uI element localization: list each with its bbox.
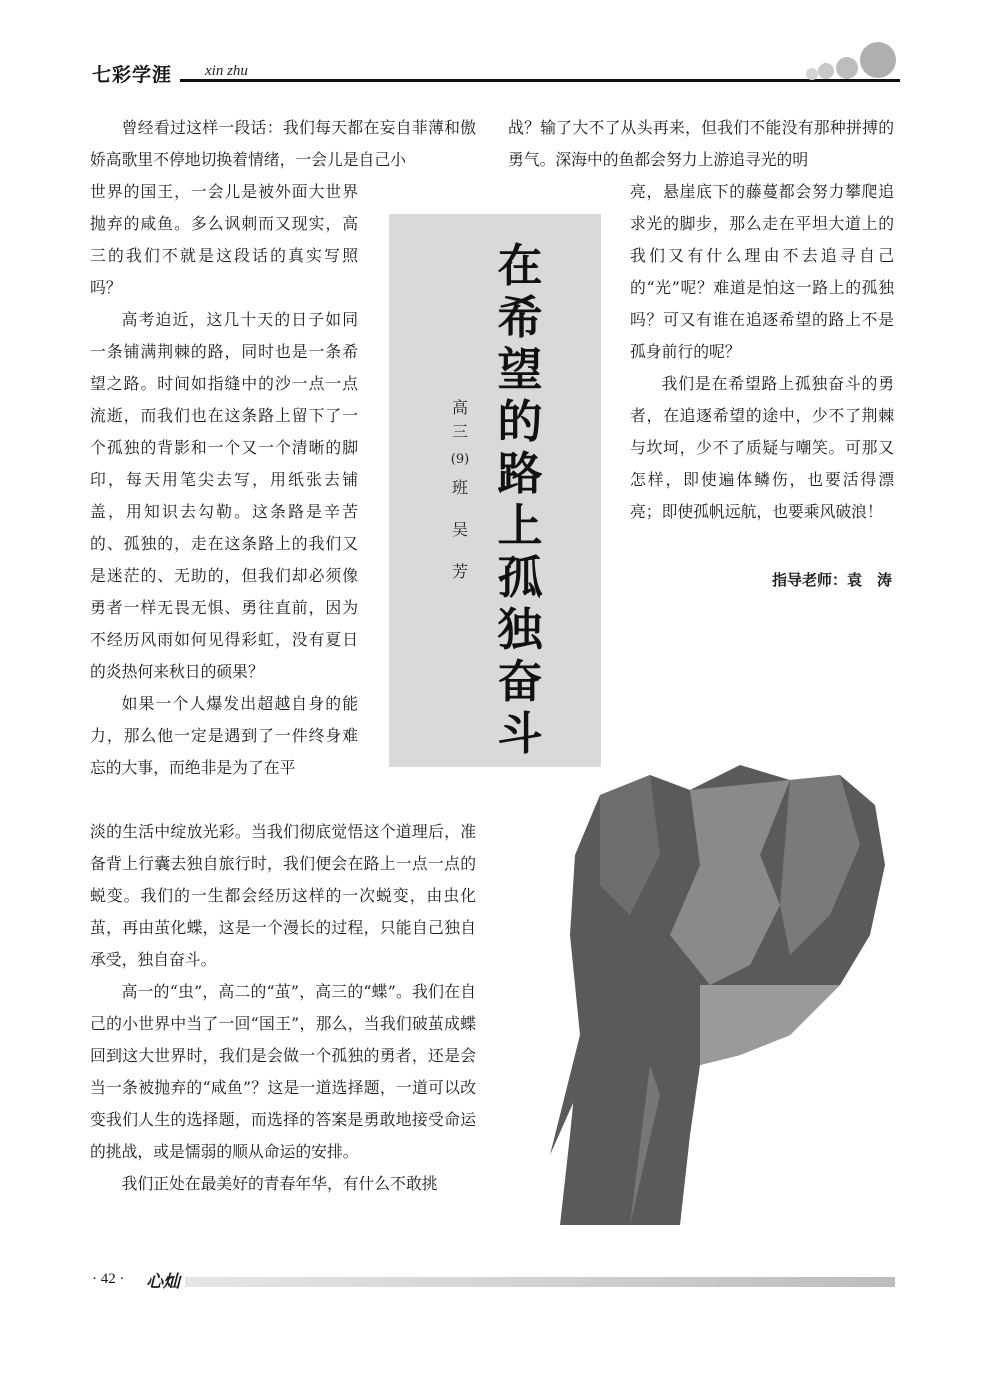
- author-byline: [447, 396, 473, 584]
- paragraph: 我们是在希望路上孤独奋斗的勇者，在追逐希望的途中，少不了荆棘与坎坷，少不了质疑与嘲笑。可那又怎样，即使遍体鳞伤，也要活得漂亮；即使孤帆远航，也要乘风破浪！: [630, 374, 894, 521]
- author-char: 芳: [451, 562, 468, 581]
- article-left-narrow: [90, 176, 358, 784]
- paragraph: 淡的生活中绽放光彩。当我们彻底觉悟这个道理后，准备背上行囊去独自旅行时，我们便会在路上一点一点的蜕变。我们的一生都会经历这样的一次蜕变，由虫化茧，再由茧化蝶，这是一个漫长的过程，只能自己独自承受，独自奋斗。: [90, 822, 476, 969]
- magazine-section-title: 七彩学涯: [92, 64, 173, 86]
- title-char: 奋: [497, 655, 543, 708]
- page-number: · 42 ·: [92, 1271, 125, 1287]
- paragraph: 高一的“虫”，高二的“茧”，高三的“蝶”。我们在自己的小世界中当了一回“国王”，那么，当我们破茧成蝶回到这大世界时，我们是会做一个孤独的勇者，还是会当一条被抛弃的“咸鱼”？这是一道选择题，一道可以改变我们人生的选择题，而选择的答案是勇敢地接受命运的挑战，或是懦弱的顺从命运的安排。: [90, 982, 476, 1161]
- title-char: 的: [497, 395, 543, 448]
- title-char: 路: [497, 447, 543, 500]
- paragraph: 高考迫近，这几十天的日子如同一条铺满荆棘的路，同时也是一条希望之路。时间如指缝中的沙一点一点流逝，而我们也在这条路上留下了一个孤独的背影和一个又一个清晰的脚印，每天用笔尖去写，用纸张去铺盖，用知识去勾勒。这条路是辛苦的、孤独的，走在这条路上的我们又是迷茫的、无助的，但我们却必须像勇者一样无畏无惧、勇往直前，因为不经历风雨如何见得彩虹，没有夏日的炎热何来秋日的硕果？: [90, 310, 358, 681]
- author-char: 高: [451, 398, 468, 417]
- paragraph: 亮，悬崖底下的藤蔓都会努力攀爬追求光的脚步，那么走在平坦大道上的我们又有什么理由不去追寻自己的“光”呢？难道是怕这一路上的孤独吗？可又有谁在追逐希望的路上不是孤身前行的呢？: [630, 182, 894, 361]
- title-char: 希: [497, 291, 543, 344]
- paragraph: 我们正处在最美好的青春年华，有什么不敢挑: [121, 1174, 438, 1193]
- author-char: (9): [450, 452, 470, 467]
- author-char: 吴: [451, 520, 468, 539]
- title-char: 斗: [497, 707, 543, 760]
- title-char: 独: [497, 603, 543, 656]
- title-char: 望: [497, 343, 543, 396]
- raised-fist-illustration: [540, 735, 890, 1225]
- title-char: 在: [497, 239, 543, 292]
- article-right-top: [508, 112, 894, 176]
- article-right-narrow: [630, 176, 894, 528]
- author-char: 三: [451, 422, 468, 441]
- advisor-credit: 指导老师：袁 涛: [771, 571, 892, 589]
- title-char: 上: [497, 499, 543, 552]
- author-char: 班: [451, 478, 468, 497]
- paragraph: 如果一个人爆发出超越自身的能力，那么他一定是遇到了一件终身难忘的大事，而绝非是为了在平: [90, 694, 358, 777]
- paragraph: 曾经看过这样一段话：我们每天都在妄自菲薄和傲娇高歌里不停地切换着情绪，一会儿是自己小: [90, 118, 476, 169]
- article-title: [490, 240, 550, 760]
- magazine-name: 心灿: [146, 1272, 180, 1292]
- title-char: 孤: [497, 551, 543, 604]
- paragraph: 战？输了大不了从头再来，但我们不能没有那种拼搏的勇气。深海中的鱼都会努力上游追寻光的明: [508, 118, 894, 169]
- article-intro: [90, 112, 476, 176]
- paragraph: 世界的国王，一会儿是被外面大世界抛弃的咸鱼。多么讽刺而又现实，高三的我们不就是这段话的真实写照吗？: [90, 182, 358, 297]
- header-rule: [180, 79, 900, 82]
- article-left-lower: [90, 816, 476, 1200]
- section-subtitle: xin zhu: [205, 63, 248, 79]
- footer-bar: [185, 1277, 895, 1287]
